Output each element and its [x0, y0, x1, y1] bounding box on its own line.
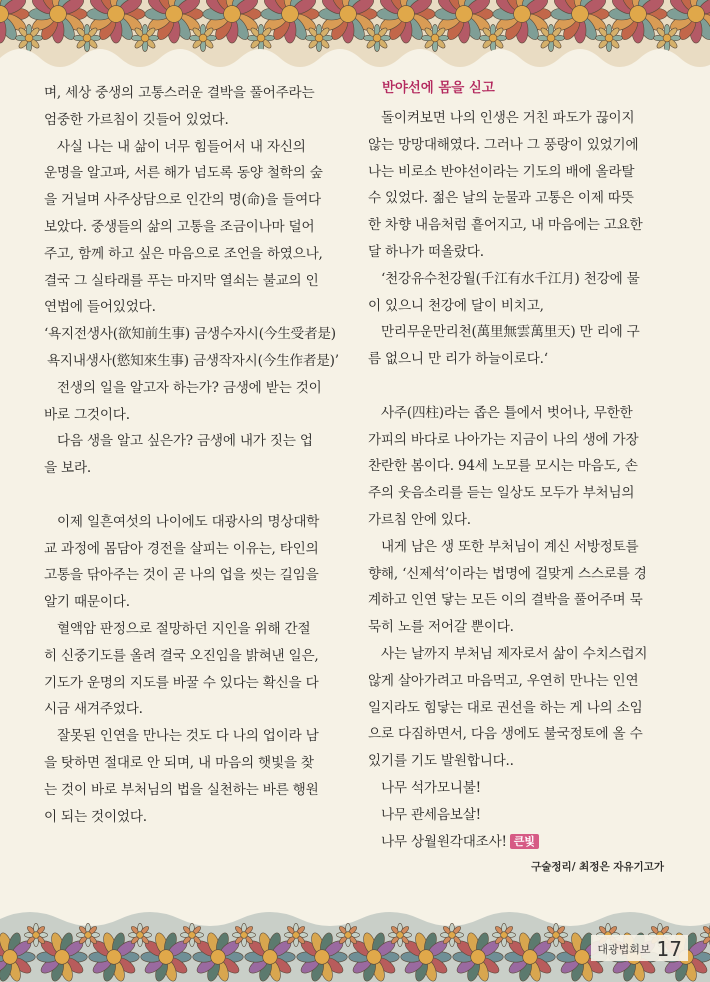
- quote-line: ‘욕지전생사(欲知前生事) 금생수자시(今生受者是): [44, 326, 336, 343]
- body-line: 이제 일흔여섯의 나이에도 대광사의 명상대학: [57, 513, 320, 530]
- right-text-column: [368, 80, 668, 875]
- body-line: 연법에 들어있었다.: [44, 299, 156, 316]
- body-line: 을 거닐며 사주상담으로 인간의 명(命)을 들여다: [44, 192, 321, 209]
- body-line: 다음 생을 알고 싶은가? 금생에 내가 짓는 업: [57, 433, 313, 450]
- body-line: 교 과정에 몸담아 경전을 살피는 이유는, 타인의: [44, 540, 319, 557]
- body-line: 달 하나가 떠올랐다.: [368, 243, 484, 260]
- body-line: 묵히 노를 저어갈 뿐이다.: [368, 619, 514, 636]
- body-line: 사주(四柱)라는 좁은 틀에서 벗어나, 무한한: [381, 404, 633, 421]
- body-line: 돌이켜보면 나의 인생은 거친 파도가 끊이지: [381, 110, 635, 126]
- page-footer: [591, 935, 688, 961]
- body-line: 주의 웃음소리를 듣는 일상도 모두가 부처님의: [368, 485, 635, 502]
- body-line: 알기 때문이다.: [44, 594, 130, 611]
- body-line: 기도가 운명의 지도를 바꿀 수 있다는 확신을 다: [44, 674, 319, 691]
- body-line: 나는 비로소 반야선이라는 기도의 배에 올라탈: [368, 163, 635, 180]
- body-line: 찬란한 봄이다. 94세 노모를 모시는 마음도, 손: [368, 458, 638, 475]
- body-line: 한 차향 내음처럼 흩어지고, 내 마음에는 고요한: [368, 217, 643, 234]
- body-line: 향해, ‘신제석’이라는 법명에 걸맞게 스스로를 경: [368, 565, 647, 582]
- body-line: 는 것이 바로 부처님의 법을 실천하는 바른 행원: [44, 781, 319, 798]
- publication-name: 대광법회보: [597, 943, 651, 956]
- chant-text: 나무 상월원각대조사!: [381, 833, 507, 850]
- body-line: 을 보라.: [44, 460, 92, 477]
- body-line: 히 신중기도를 올려 결국 오진임을 밝혀낸 일은,: [44, 647, 319, 664]
- top-decorative-band: [0, 0, 710, 70]
- paragraph-gap: [44, 482, 342, 509]
- body-line: 혈액암 판정으로 절망하던 지인을 위해 간절: [57, 620, 311, 637]
- body-line: 않는 망망대해였다. 그러나 그 풍랑이 있었기에: [368, 136, 639, 153]
- body-line: 시금 새겨주었다.: [44, 701, 143, 718]
- body-line: 주고, 함께 하고 싶은 마음으로 조언을 하였으나,: [44, 245, 323, 262]
- body-line: 결국 그 실타래를 푸는 마지막 열쇠는 불교의 인: [44, 272, 319, 289]
- paragraph-gap: [368, 373, 668, 400]
- body-line: 바로 그것이다.: [44, 406, 130, 423]
- mandala-pattern-top: [0, 0, 710, 70]
- quote-line: 름 없으니 만 리가 하늘이로다.‘: [368, 351, 548, 368]
- body-line: 수 있었다. 젊은 날의 눈물과 고통은 이제 따뜻: [368, 190, 634, 207]
- body-line: 으로 다짐하면서, 다음 생에도 불국정토에 올 수: [368, 726, 643, 743]
- chant-line: 나무 관세음보살!: [381, 806, 481, 823]
- body-line: 않게 살아가려고 마음먹고, 우연히 만나는 인연: [368, 672, 639, 689]
- body-line: 엄중한 가르침이 깃들어 있었다.: [44, 111, 229, 128]
- body-line: 사실 나는 내 삶이 너무 힘들어서 내 자신의: [57, 138, 306, 155]
- body-line: 고통을 닦아주는 것이 곧 나의 업을 씻는 길임을: [44, 567, 319, 584]
- body-line: 내게 남은 생 또한 부처님이 계신 서방정토를: [381, 538, 639, 555]
- left-text-column: [44, 80, 342, 830]
- quote-line: 이 있으니 천강에 달이 비치고,: [368, 297, 544, 314]
- body-line: 보았다. 중생들의 삶의 고통을 조금이나마 덜어: [44, 218, 315, 235]
- body-line: 일지라도 힘닿는 대로 권선을 하는 게 나의 소임: [368, 699, 643, 716]
- section-heading: 반야선에 몸을 싣고: [382, 81, 495, 96]
- quote-line: 욕지내생사(慾知來生事) 금생작자시(今生作者是)’: [47, 352, 339, 369]
- body-line: 을 탓하면 절대로 안 되며, 내 마음의 햇빛을 찾: [44, 754, 314, 771]
- body-line: 이 되는 것이었다.: [44, 808, 147, 825]
- body-line: 사는 날까지 부처님 제자로서 삶이 수치스럽지: [381, 645, 648, 662]
- body-line: 운명을 알고파, 서른 해가 넘도록 동양 철학의 숲: [44, 165, 323, 182]
- author-credit: 구술정리/ 최정은 자유기고가: [531, 861, 664, 874]
- end-badge: 큰빛: [510, 834, 539, 849]
- body-line: 계하고 인연 닿는 모든 이의 결박을 풀어주며 묵: [368, 592, 643, 609]
- body-line: 며, 세상 중생의 고통스러운 결박을 풀어주라는: [44, 85, 315, 101]
- body-line: 잘못된 인연을 만나는 것도 다 나의 업이라 남: [57, 728, 319, 745]
- quote-line: ‘천강유수천강월(千江有水千江月) 천강에 물: [381, 270, 640, 287]
- body-line: 가피의 바다로 나아가는 지금이 나의 생에 가장: [368, 431, 639, 448]
- body-line: 전생의 일을 알고자 하는가? 금생에 받는 것이: [57, 379, 322, 396]
- body-line: 가르침 안에 있다.: [368, 511, 471, 528]
- body-line: 있기를 기도 발원합니다..: [368, 753, 514, 770]
- chant-line-last: [368, 829, 668, 856]
- quote-line: 만리무운만리천(萬里無雲萬里天) 만 리에 구: [381, 324, 640, 341]
- chant-line: 나무 석가모니불!: [381, 779, 481, 796]
- page-number: 17: [656, 937, 682, 961]
